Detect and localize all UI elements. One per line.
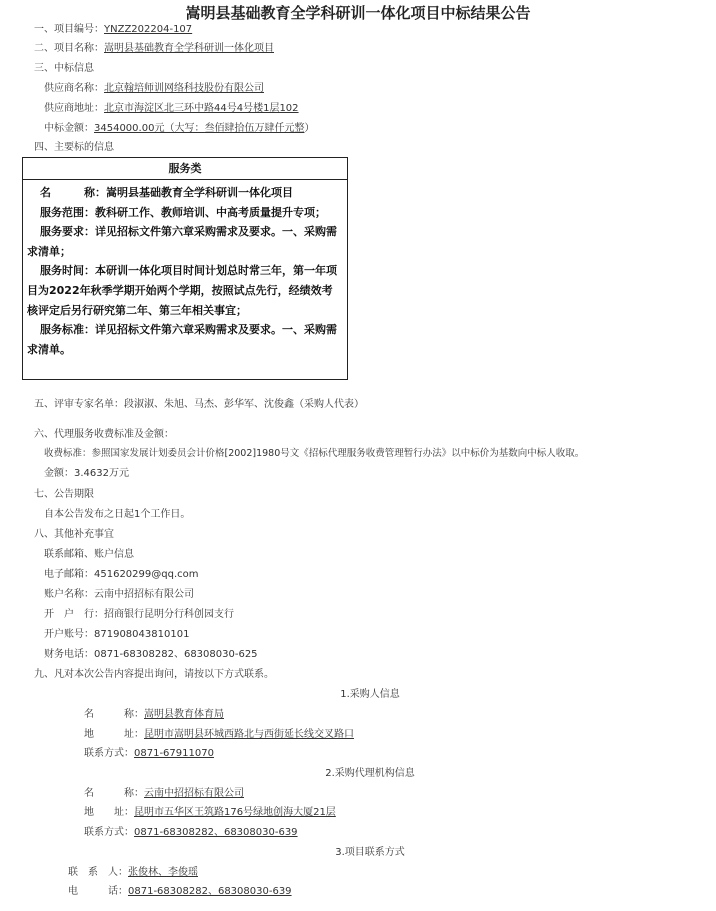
agency-phone-row [84, 826, 298, 840]
service-requirement: 服务要求：详见招标文件第六章采购需求及要求。一、采购需求清单； [27, 225, 337, 258]
supplier-name-value: 北京翰培师训网络科技股份有限公司 [104, 83, 264, 94]
page-title: 嵩明县基础教育全学科研训一体化项目中标结果公告 [185, 4, 531, 22]
finance-phone: 财务电话：0871-68308282、68308030-625 [44, 649, 258, 660]
purchaser-phone-label: 联系方式： [84, 748, 134, 759]
purchaser-address-row [84, 728, 354, 742]
purchaser-name-row [84, 708, 224, 722]
winning-amount-row [44, 122, 314, 136]
contact-account-heading: 联系邮箱、账户信息 [44, 549, 134, 560]
agency-info-heading: 2.采购代理机构信息 [325, 768, 415, 779]
service-time: 服务时间：本研训一体化项目时间计划总时常三年，第一年项目为2022年秋季学期开始两个学期，按照试点先行，经绩效考核评定后另行研究第二年、第三年相关事宜； [27, 264, 337, 317]
agency-phone-label: 联系方式： [84, 827, 134, 838]
project-contact-person: 张俊林、李俊瑶 [128, 867, 198, 878]
purchaser-phone: 0871-67911070 [134, 748, 214, 759]
purchaser-address-label: 地 址： [84, 729, 144, 740]
agency-name: 云南中招招标有限公司 [144, 788, 244, 799]
agency-address: 昆明市五华区王筑路176号绿地创海大厦21层 [134, 807, 336, 818]
project-contact-person-row [68, 866, 198, 880]
purchaser-info-heading: 1.采购人信息 [340, 689, 400, 700]
project-name-label: 二、项目名称： [34, 43, 104, 54]
fee-standard: 收费标准：参照国家发展计划委员会计价格[2002]1980号文《招标代理服务收费管理暂行办法》以中标价为基数向中标人收取。 [44, 448, 585, 459]
winning-amount-label: 中标金额： [44, 123, 94, 134]
project-contact-phone-label: 电 话： [68, 886, 128, 897]
purchaser-name: 嵩明县教育体育局 [144, 709, 224, 720]
supplier-name-row [44, 82, 264, 96]
project-number-value: YNZZ202204-107 [104, 24, 193, 35]
agency-name-label: 名 称： [84, 788, 144, 799]
service-table [22, 157, 348, 380]
service-scope: 服务范围：教科研工作、教师培训、中高考质量提升专项； [40, 205, 326, 219]
project-contact-phone: 0871-68308282、68308030-639 [128, 886, 292, 897]
service-standard: 服务标准：详见招标文件第六章采购需求及要求。一、采购需求清单。 [27, 323, 337, 356]
agency-phone: 0871-68308282、68308030-639 [134, 827, 298, 838]
project-contact-person-label: 联 系 人： [68, 867, 128, 878]
winning-info-heading: 三、中标信息 [34, 63, 94, 74]
winning-amount-close: ） [304, 123, 315, 134]
supplier-name-label: 供应商名称： [44, 83, 104, 94]
supplier-address-row [44, 102, 299, 116]
purchaser-phone-row [84, 747, 214, 761]
bank-name: 开 户 行：招商银行昆明分行科创园支行 [44, 609, 234, 620]
agency-fee-heading: 六、代理服务收费标准及金额： [34, 429, 174, 440]
purchaser-address: 昆明市嵩明县环城西路北与西街延长线交叉路口 [144, 729, 354, 740]
winning-amount-chinese: 叁佰肆拾伍万肆仟元整 [204, 123, 305, 134]
agency-address-row [84, 806, 336, 820]
expert-list: 五、评审专家名单：段淑淑、朱旭、马杰、彭华军、沈俊鑫（采购人代表） [34, 399, 364, 410]
fee-amount: 金额：3.4632万元 [44, 468, 129, 479]
main-subject-heading: 四、主要标的信息 [34, 142, 114, 153]
purchaser-name-label: 名 称： [84, 709, 144, 720]
project-number-label: 一、项目编号： [34, 24, 104, 35]
project-name-value: 嵩明县基础教育全学科研训一体化项目 [104, 43, 274, 54]
notice-period-text: 自本公告发布之日起1个工作日。 [44, 509, 191, 520]
agency-address-label: 地 址： [84, 807, 134, 818]
project-contact-heading: 3.项目联系方式 [335, 847, 405, 858]
account-number: 开户账号：871908043810101 [44, 629, 190, 640]
agency-name-row [84, 787, 244, 801]
winning-amount-value: 3454000.00元（大写： [94, 123, 205, 134]
contact-email: 电子邮箱：451620299@qq.com [44, 569, 199, 580]
service-name: 名 称：嵩明县基础教育全学科研训一体化项目 [40, 186, 293, 199]
service-table-body [23, 180, 347, 359]
inquiry-heading: 九、凡对本次公告内容提出询问，请按以下方式联系。 [34, 669, 274, 680]
supplier-address-label: 供应商地址： [44, 103, 104, 114]
project-contact-phone-row [68, 885, 292, 899]
other-matters-heading: 八、其他补充事宜 [34, 529, 114, 540]
notice-period-heading: 七、公告期限 [34, 489, 94, 500]
service-table-header: 服务类 [23, 158, 347, 180]
account-name: 账户名称：云南中招招标有限公司 [44, 589, 194, 600]
project-number-row [34, 23, 192, 37]
supplier-address-value: 北京市海淀区北三环中路44号4号楼1层102 [104, 103, 299, 114]
project-name-row [34, 42, 274, 56]
